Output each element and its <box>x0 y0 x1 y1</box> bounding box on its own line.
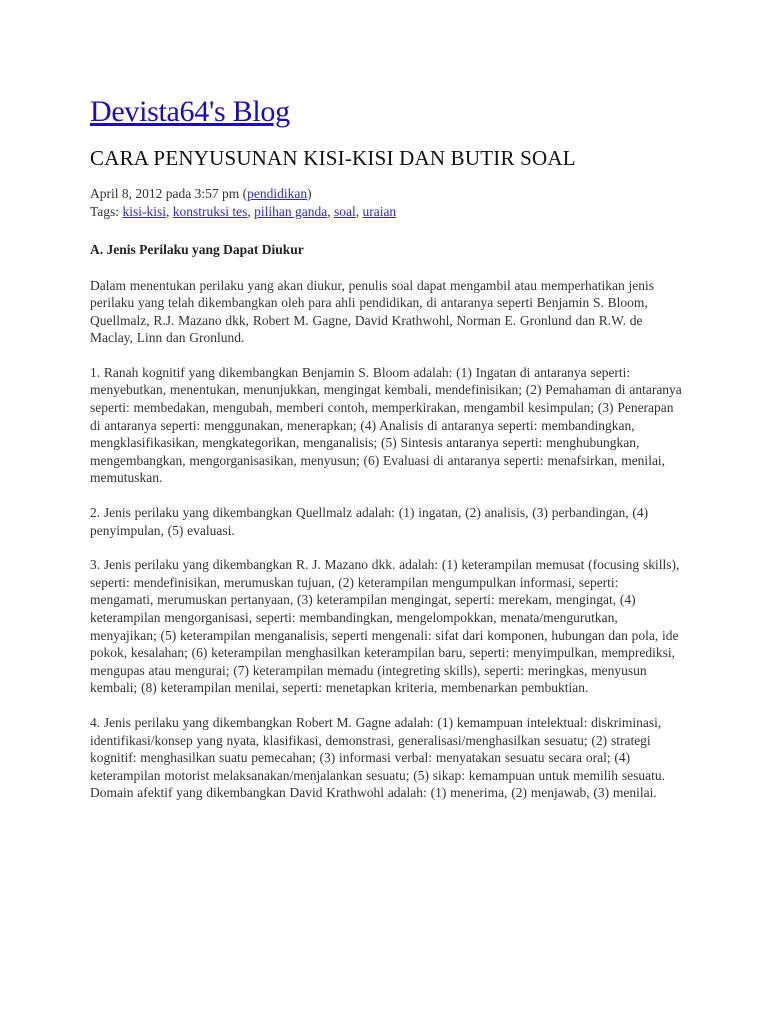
tag-separator: , <box>165 203 173 219</box>
tag-link[interactable]: soal <box>333 203 356 219</box>
list-item-quellmalz: 2. Jenis perilaku yang dikembangkan Quellmalz adalah: (1) ingatan, (2) analisis, (3) perbandingan, (4) penyimpulan, (5) evaluasi. <box>90 505 649 538</box>
intro-paragraph: Dalam menentukan perilaku yang akan diukur, penulis soal dapat mengambil atau memperhatikan jenis perilaku yang telah dikembangkan oleh para ahli pendidikan, di antaranya seperti Benjamin S. Bloom, Quellmalz, R.J. Mazano dkk, Robert M. Gagne, David Krathwohl, Norman E. Gronlund dan R.W. de Maclay, Linn dan Gronlund. <box>90 277 654 346</box>
tag-link[interactable]: konstruksi tes <box>172 203 248 219</box>
tags-label: Tags: <box>90 203 123 219</box>
section-heading: A. Jenis Perilaku yang Dapat Diukur <box>90 242 304 257</box>
tag-separator: , <box>355 203 363 219</box>
tag-separator: , <box>327 203 334 219</box>
category-link[interactable]: pendidikan <box>247 186 308 201</box>
post-meta <box>90 185 682 220</box>
post-title: CARA PENYUSUNAN KISI-KISI DAN BUTIR SOAL <box>90 146 576 170</box>
tag-link[interactable]: kisi-kisi <box>122 203 166 219</box>
list-item-bloom: 1. Ranah kognitif yang dikembangkan Benjamin S. Bloom adalah: (1) Ingatan di antaranya seperti: menyebutkan, menentukan, menunjukkan, mengingat kembali, mendefinisikan; (2) Pemahaman di antaranya seperti: membedakan, mengubah, memberi contoh, memperkirakan, mengambil kesimpulan; (3) Penerapan di antaranya seperti: menggunakan, menerapkan; (4) Analisis di antaranya seperti: membandingkan, mengklasifikasikan, mengkategorikan, menganalisis; (5) Sintesis antaranya seperti: menghubungkan, mengembangkan, mengorganisasikan, menyusun; (6) Evaluasi di antaranya seperti: menafsirkan, menilai, memutuskan. <box>90 364 682 486</box>
post-date-suffix: ) <box>307 186 312 201</box>
blog-page <box>90 92 682 802</box>
list-item-gagne: 4. Jenis perilaku yang dikembangkan Robert M. Gagne adalah: (1) kemampuan intelektual: diskriminasi, identifikasi/konsep yang nyata, klasifikasi, demonstrasi, generalisasi/menghasilkan sesuatu; (2) strategi kognitif: menghasilkan suatu pemecahan; (3) informasi verbal: menyatakan sesuatu secara oral; (4) keterampilan motorist melaksanakan/menjalankan sesuatu; (5) sikap: kemampuan untuk memilih sesuatu. Domain afektif yang dikembangkan David Krathwohl adalah: (1) menerima, (2) menjawab, (3) menilai. <box>90 714 665 801</box>
tag-separator: , <box>247 203 255 219</box>
list-item-mazano: 3. Jenis perilaku yang dikembangkan R. J. Mazano dkk. adalah: (1) keterampilan memusat (focusing skills), seperti: mendefinisikan, merumuskan tujuan, (2) keterampilan mengumpulkan informasi, seperti: mengamati, merumuskan pertanyaan, (3) keterampilan mengingat, seperti: merekam, mengingat, (4) keterampilan mengorganisasi, seperti: membandingkan, mengelompokkan, menata/mengurutkan, menyajikan; (5) keterampilan menganalisis, seperti mengenali: sifat dari komponen, hubungan dan pola, ide pokok, kesalahan; (6) keterampilan menghasilkan keterampilan baru, seperti: menyimpulkan, memprediksi, mengupas atau mengurai; (7) keterampilan memadu (integreting skills), seperti: meringkas, menyusun kembali; (8) keterampilan menilai, seperti: menetapkan kriteria, membenarkan pembuktian. <box>90 557 680 696</box>
tag-link[interactable]: pilihan ganda <box>254 203 328 219</box>
post-date-line <box>90 185 682 203</box>
post-tags <box>90 203 682 221</box>
tag-link[interactable]: uraian <box>362 203 397 219</box>
post-date: April 8, 2012 pada 3:57 pm ( <box>90 186 248 201</box>
blog-title-link[interactable]: Devista64's Blog <box>90 95 290 128</box>
